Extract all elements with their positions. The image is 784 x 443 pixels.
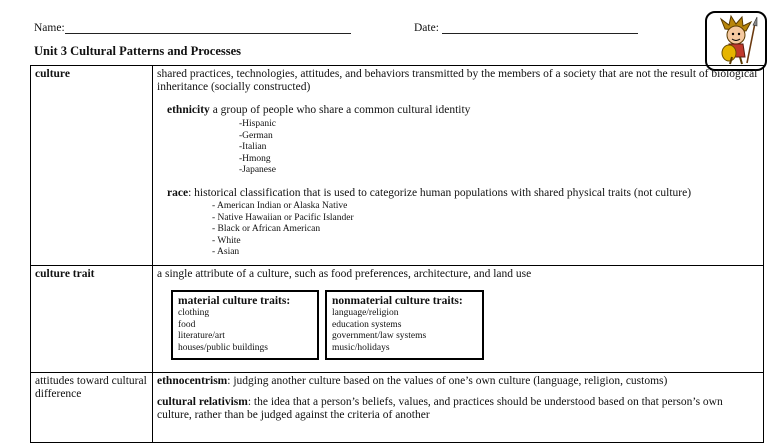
culture-trait-definition: a single attribute of a culture, such as food preferences, architecture, and land use — [157, 268, 532, 280]
ethnocentrism-block — [157, 375, 759, 388]
name-blank[interactable] — [65, 33, 351, 34]
definition-culture — [153, 66, 764, 266]
list-item: - Black or African American — [212, 224, 321, 235]
name-label: Name: — [34, 22, 65, 34]
definition-attitudes — [153, 373, 764, 443]
ethnicity-block — [167, 104, 759, 117]
date-blank[interactable] — [442, 33, 638, 34]
list-item: houses/public buildings — [178, 342, 268, 353]
nonmaterial-traits-title: nonmaterial culture traits: — [332, 295, 463, 307]
relativism-definition: : the idea that a person’s beliefs, values, and practices should be understood based on that person’s own culture, rather than be judged against the criteria of another — [157, 396, 723, 421]
list-item: government/law systems — [332, 331, 427, 342]
culture-definition: shared practices, technologies, attitudes, and behaviors transmitted by the members of a society that are not the result of biological inheritance (socially constructed) — [157, 68, 758, 93]
relativism-block — [157, 396, 759, 422]
list-item: -Japanese — [239, 165, 276, 176]
list-item: -Italian — [239, 142, 267, 153]
list-item: -Hmong — [239, 153, 271, 164]
term-culture-trait: culture trait — [31, 266, 153, 373]
material-traits-box — [171, 290, 319, 360]
list-item: clothing — [178, 308, 210, 318]
list-item: - Asian — [212, 247, 240, 258]
table-row-attitudes — [31, 373, 764, 443]
table-row-culture-trait — [31, 266, 764, 373]
list-item: - American Indian or Alaska Native — [212, 200, 348, 211]
list-item: - Native Hawaiian or Pacific Islander — [212, 212, 354, 223]
list-item: language/religion — [332, 308, 399, 318]
term-culture: culture — [31, 66, 153, 266]
nonmaterial-traits-box — [325, 290, 484, 360]
ethnocentrism-term: ethnocentrism — [157, 375, 228, 387]
name-field[interactable] — [34, 22, 351, 34]
race-block — [167, 187, 759, 200]
content-table — [30, 65, 764, 443]
table-row-culture — [31, 66, 764, 266]
race-examples — [212, 201, 759, 259]
logo — [705, 11, 767, 71]
race-term: race — [167, 186, 189, 199]
cartoon-character-icon — [707, 13, 765, 69]
date-label: Date: — [414, 22, 439, 34]
list-item: food — [178, 319, 196, 330]
term-attitudes: attitudes toward cultural difference — [31, 373, 153, 443]
ethnicity-examples — [239, 119, 759, 177]
list-item: education systems — [332, 319, 402, 330]
list-item: - White — [212, 235, 241, 246]
definition-culture-trait — [153, 266, 764, 373]
ethnicity-term: ethnicity — [167, 104, 210, 116]
list-item: literature/art — [178, 331, 225, 342]
list-item: -German — [239, 130, 273, 141]
race-definition: : historical classification that is used to categorize human populations with shared physical traits (not culture) — [188, 186, 692, 199]
date-field[interactable] — [414, 22, 638, 34]
list-item: music/holidays — [332, 342, 390, 353]
relativism-term: cultural relativism — [157, 396, 248, 408]
material-traits-title: material culture traits: — [178, 295, 291, 307]
page-title: Unit 3 Cultural Patterns and Processes — [34, 44, 242, 58]
list-item: -Hispanic — [239, 119, 276, 129]
ethnocentrism-definition: : judging another culture based on the values of one’s own culture (language, religion, customs) — [227, 375, 668, 387]
ethnicity-definition: a group of people who share a common cultural identity — [212, 104, 471, 116]
